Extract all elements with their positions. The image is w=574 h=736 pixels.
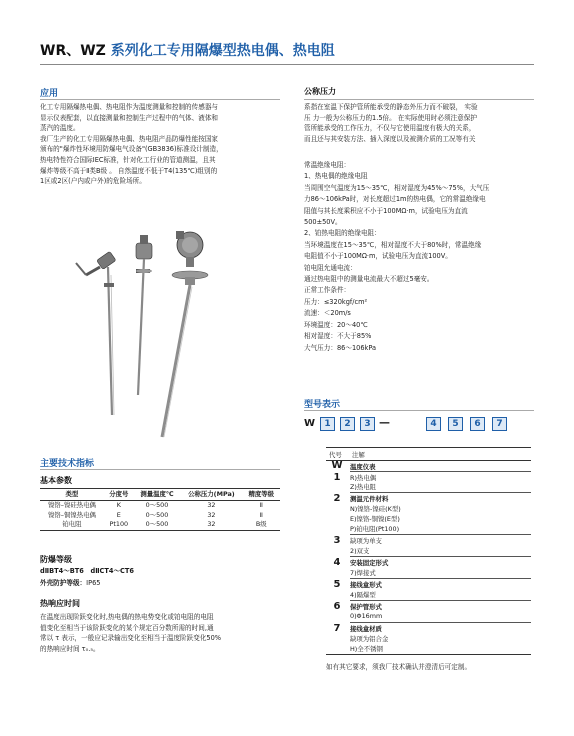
code-item: 2)双支 (350, 547, 370, 555)
code-num: 3 (333, 535, 341, 546)
model-code-table (326, 447, 531, 657)
nominal-pressure-text (304, 102, 536, 144)
insulation-line: 压力：≤320kgf/cm² (304, 297, 368, 306)
code-title: 温度仪表 (350, 463, 376, 471)
table-cell: 0～500 (145, 501, 169, 509)
thermoresistor-image (162, 231, 208, 437)
model-box-3: 3 (360, 417, 375, 431)
response-line: 值变化至相当于该阶跃变化的某个规定百分数所需的时间,通 (40, 623, 214, 632)
ip-rating (40, 578, 100, 588)
table-row (40, 511, 280, 521)
code-item: 缺项为铝合金 (350, 635, 389, 643)
insulation-line: 2、铂热电阻的绝缘电阻： (304, 229, 381, 238)
application-rule (40, 99, 280, 100)
application-heading: 应用 (40, 89, 59, 99)
insulation-line: 流速：＜20m/s (304, 309, 351, 318)
code-item: E)镍铬-铜镍(E型) (350, 515, 400, 523)
ip-label: 外壳防护等级： (40, 579, 87, 587)
col-temp: 测量温度℃ (134, 489, 181, 501)
response-text (40, 612, 290, 654)
code-divider (350, 600, 531, 601)
code-title: 接线盒形式 (350, 581, 382, 589)
application-text (40, 102, 290, 187)
custom-note: 如有其它要求，须我厂技术确认并澄清后可定制。 (326, 663, 472, 671)
table-cell: Ⅱ (259, 510, 263, 519)
code-num: 7 (333, 623, 341, 634)
code-table-bottom-rule (326, 654, 531, 655)
model-box-1: 1 (320, 417, 335, 431)
col-code: 代号 (329, 451, 342, 459)
table-cell: 32 (207, 520, 216, 529)
model-box-4: 4 (426, 417, 441, 431)
table-cell: 铂电阻 (62, 520, 82, 529)
col-note: 注解 (352, 451, 365, 459)
insulation-line: 大气压力：86～106kPa (304, 343, 377, 352)
insulation-line: 当周围空气温度为15～35℃，相对湿度为45%～75%，大气压 (304, 183, 490, 192)
table-cell: E (116, 510, 121, 519)
code-item: Z)热电阻 (350, 483, 377, 491)
insulation-line: 当环境温度在15～35℃，相对湿度不大于80%时，常温绝缘 (304, 240, 482, 249)
code-item: 4)隔爆型 (350, 591, 376, 599)
table-header-row (40, 489, 280, 501)
table-cell: 0～500 (145, 520, 169, 529)
code-divider (350, 578, 531, 579)
thermocouple-bent-image (76, 251, 116, 415)
code-num: 5 (333, 579, 341, 590)
col-type: 类型 (40, 489, 104, 501)
model-code: WR、WZ (40, 43, 106, 59)
application-line: 显示仪表配套，以直接测量和控制生产过程中的气体、液体和 (40, 113, 219, 122)
code-table-header (326, 447, 531, 461)
code-title: 安装固定形式 (350, 559, 389, 567)
response-line: 的热响应时间 τ₀.₅。 (40, 644, 100, 653)
insulation-line: 相对湿度：不大于85% (304, 332, 372, 341)
nominal-pressure-heading: 公称压力 (304, 87, 336, 96)
code-title: 测温元件材料 (350, 495, 389, 503)
code-num: 4 (333, 557, 341, 568)
table-cell: 0～500 (145, 510, 169, 519)
code-item: 缺项为单支 (350, 537, 382, 545)
explosion-heading: 防爆等级 (40, 555, 72, 564)
code-title: 接线盒材质 (350, 625, 382, 633)
pressure-line: 管所能承受的工作压力，不仅与它使用温度有极大的关系， (304, 124, 476, 133)
code-num: 1 (333, 472, 341, 483)
model-rule (304, 410, 534, 411)
response-line: 在温度出现阶跃变化时,热电偶的热电势变化或铂电阻的电阻 (40, 613, 214, 621)
application-line: 我厂生产的化工专用隔爆热电偶、热电阻产品防爆性能按国家 (40, 134, 219, 143)
code-item: H)全不锈钢 (350, 645, 383, 653)
page-title (40, 40, 335, 60)
insulation-line: 通过热电阻中的测量电流最大不超过5毫安。 (304, 275, 434, 284)
response-line: 常以 τ 表示，一般应记录输出变化至相当于温度阶跃变化50% (40, 634, 222, 643)
pressure-line: 压 力一般为公称压力的1.5倍。 在实际使用时必须注意保护 (304, 113, 477, 122)
insulation-line: 常温绝缘电阻： (304, 161, 351, 169)
pressure-line: 而且还与其安装方法、插入深度以及被测介质的工况等有关 (304, 134, 476, 143)
ip-value: IP65 (86, 579, 101, 587)
explosion-value: dⅡBT4～BT6 dⅡCT4～CT6 (40, 567, 134, 575)
code-divider (350, 556, 531, 557)
table-cell: 镍铬–镍硅热电偶 (47, 501, 96, 509)
insulation-line: 500±50V。 (304, 218, 342, 227)
code-num: 6 (333, 601, 341, 612)
table-cell: B级 (255, 520, 267, 529)
application-line: 化工专用隔爆热电偶、热电阻作为温度测量和控制的传感器与 (40, 103, 219, 111)
insulation-line: 阻值与其长度乘积应不小于100MΩ·m，试验电压为直流 (304, 206, 468, 215)
table-cell: 镍铬–铜镍热电偶 (47, 510, 96, 519)
application-line: 蒸汽的温度。 (40, 124, 80, 133)
insulation-line: 电阻值不小于100MΩ·m，试验电压为直流100V。 (304, 252, 452, 261)
model-box-5: 5 (448, 417, 463, 431)
col-pressure: 公称压力(MPa) (180, 489, 242, 501)
title-text: 系列化工专用隔爆型热电偶、热电阻 (110, 43, 335, 59)
application-line: 热电特性符合国际IEC标准，针对化工行业的管道测温，且其 (40, 155, 216, 164)
table-cell: K (116, 501, 121, 509)
insulation-line: 力86～106kPa时，对长度超过1m的热电偶，它的常温绝缘电 (304, 195, 486, 204)
model-dash: — (379, 416, 390, 429)
basic-params-table (40, 488, 280, 531)
code-num: 2 (333, 493, 341, 504)
application-line: 1区或2区(户内或户外)的危险场所。 (40, 177, 146, 186)
insulation-line: 铂电阻允通电流： (304, 263, 357, 272)
table-cell: Ⅱ (259, 501, 263, 509)
col-accuracy: 精度等级 (243, 489, 280, 501)
main-specs-heading: 主要技术指标 (40, 459, 95, 469)
code-divider (350, 471, 531, 472)
application-line: 颁布的"爆炸性环境用防爆电气设备"(GB3836)标准设计制造， (40, 145, 223, 154)
insulation-text (304, 160, 536, 354)
thermocouple-flange-image (136, 235, 152, 395)
basic-params-heading: 基本参数 (40, 476, 72, 485)
insulation-line: 正常工作条件： (304, 286, 351, 295)
table-row (40, 520, 280, 530)
title-rule (40, 64, 534, 65)
table-row (40, 501, 280, 511)
code-title: 保护管形式 (350, 603, 382, 611)
code-divider (350, 534, 531, 535)
table-cell: 32 (207, 510, 216, 519)
model-box-2: 2 (340, 417, 355, 431)
insulation-line: 1、热电偶的绝缘电阻 (304, 172, 368, 181)
insulation-line: 环境温度：20～40℃ (304, 320, 368, 329)
model-box-6: 6 (470, 417, 485, 431)
table-cell: Pt100 (109, 520, 129, 529)
main-specs-rule (40, 469, 280, 470)
table-cell: 32 (207, 501, 216, 509)
response-heading: 热响应时间 (40, 599, 80, 608)
nominal-pressure-rule (304, 99, 534, 100)
application-line: 爆炸等级不高于Ⅱ类B级 。 自然温度不低于T4(135℃)组别的 (40, 166, 218, 175)
model-box-7: 7 (492, 417, 507, 431)
code-item: R)热电偶 (350, 474, 377, 482)
code-item: N)镍铬-镍硅(K型) (350, 505, 401, 513)
code-num: W (331, 460, 343, 471)
code-item: P)铂电阻(Pt100) (350, 525, 400, 533)
product-illustration (40, 205, 290, 440)
model-prefix: W (304, 418, 316, 429)
col-graduation: 分度号 (104, 489, 134, 501)
pressure-line: 系指在室温下保护管所能承受的静态外压力而不破裂， 实验 (304, 103, 478, 111)
code-divider (350, 492, 531, 493)
code-divider (350, 622, 531, 623)
code-item: 7)焊接式 (350, 569, 376, 577)
model-heading: 型号表示 (304, 400, 341, 410)
code-item: 0)Φ16mm (350, 612, 383, 620)
